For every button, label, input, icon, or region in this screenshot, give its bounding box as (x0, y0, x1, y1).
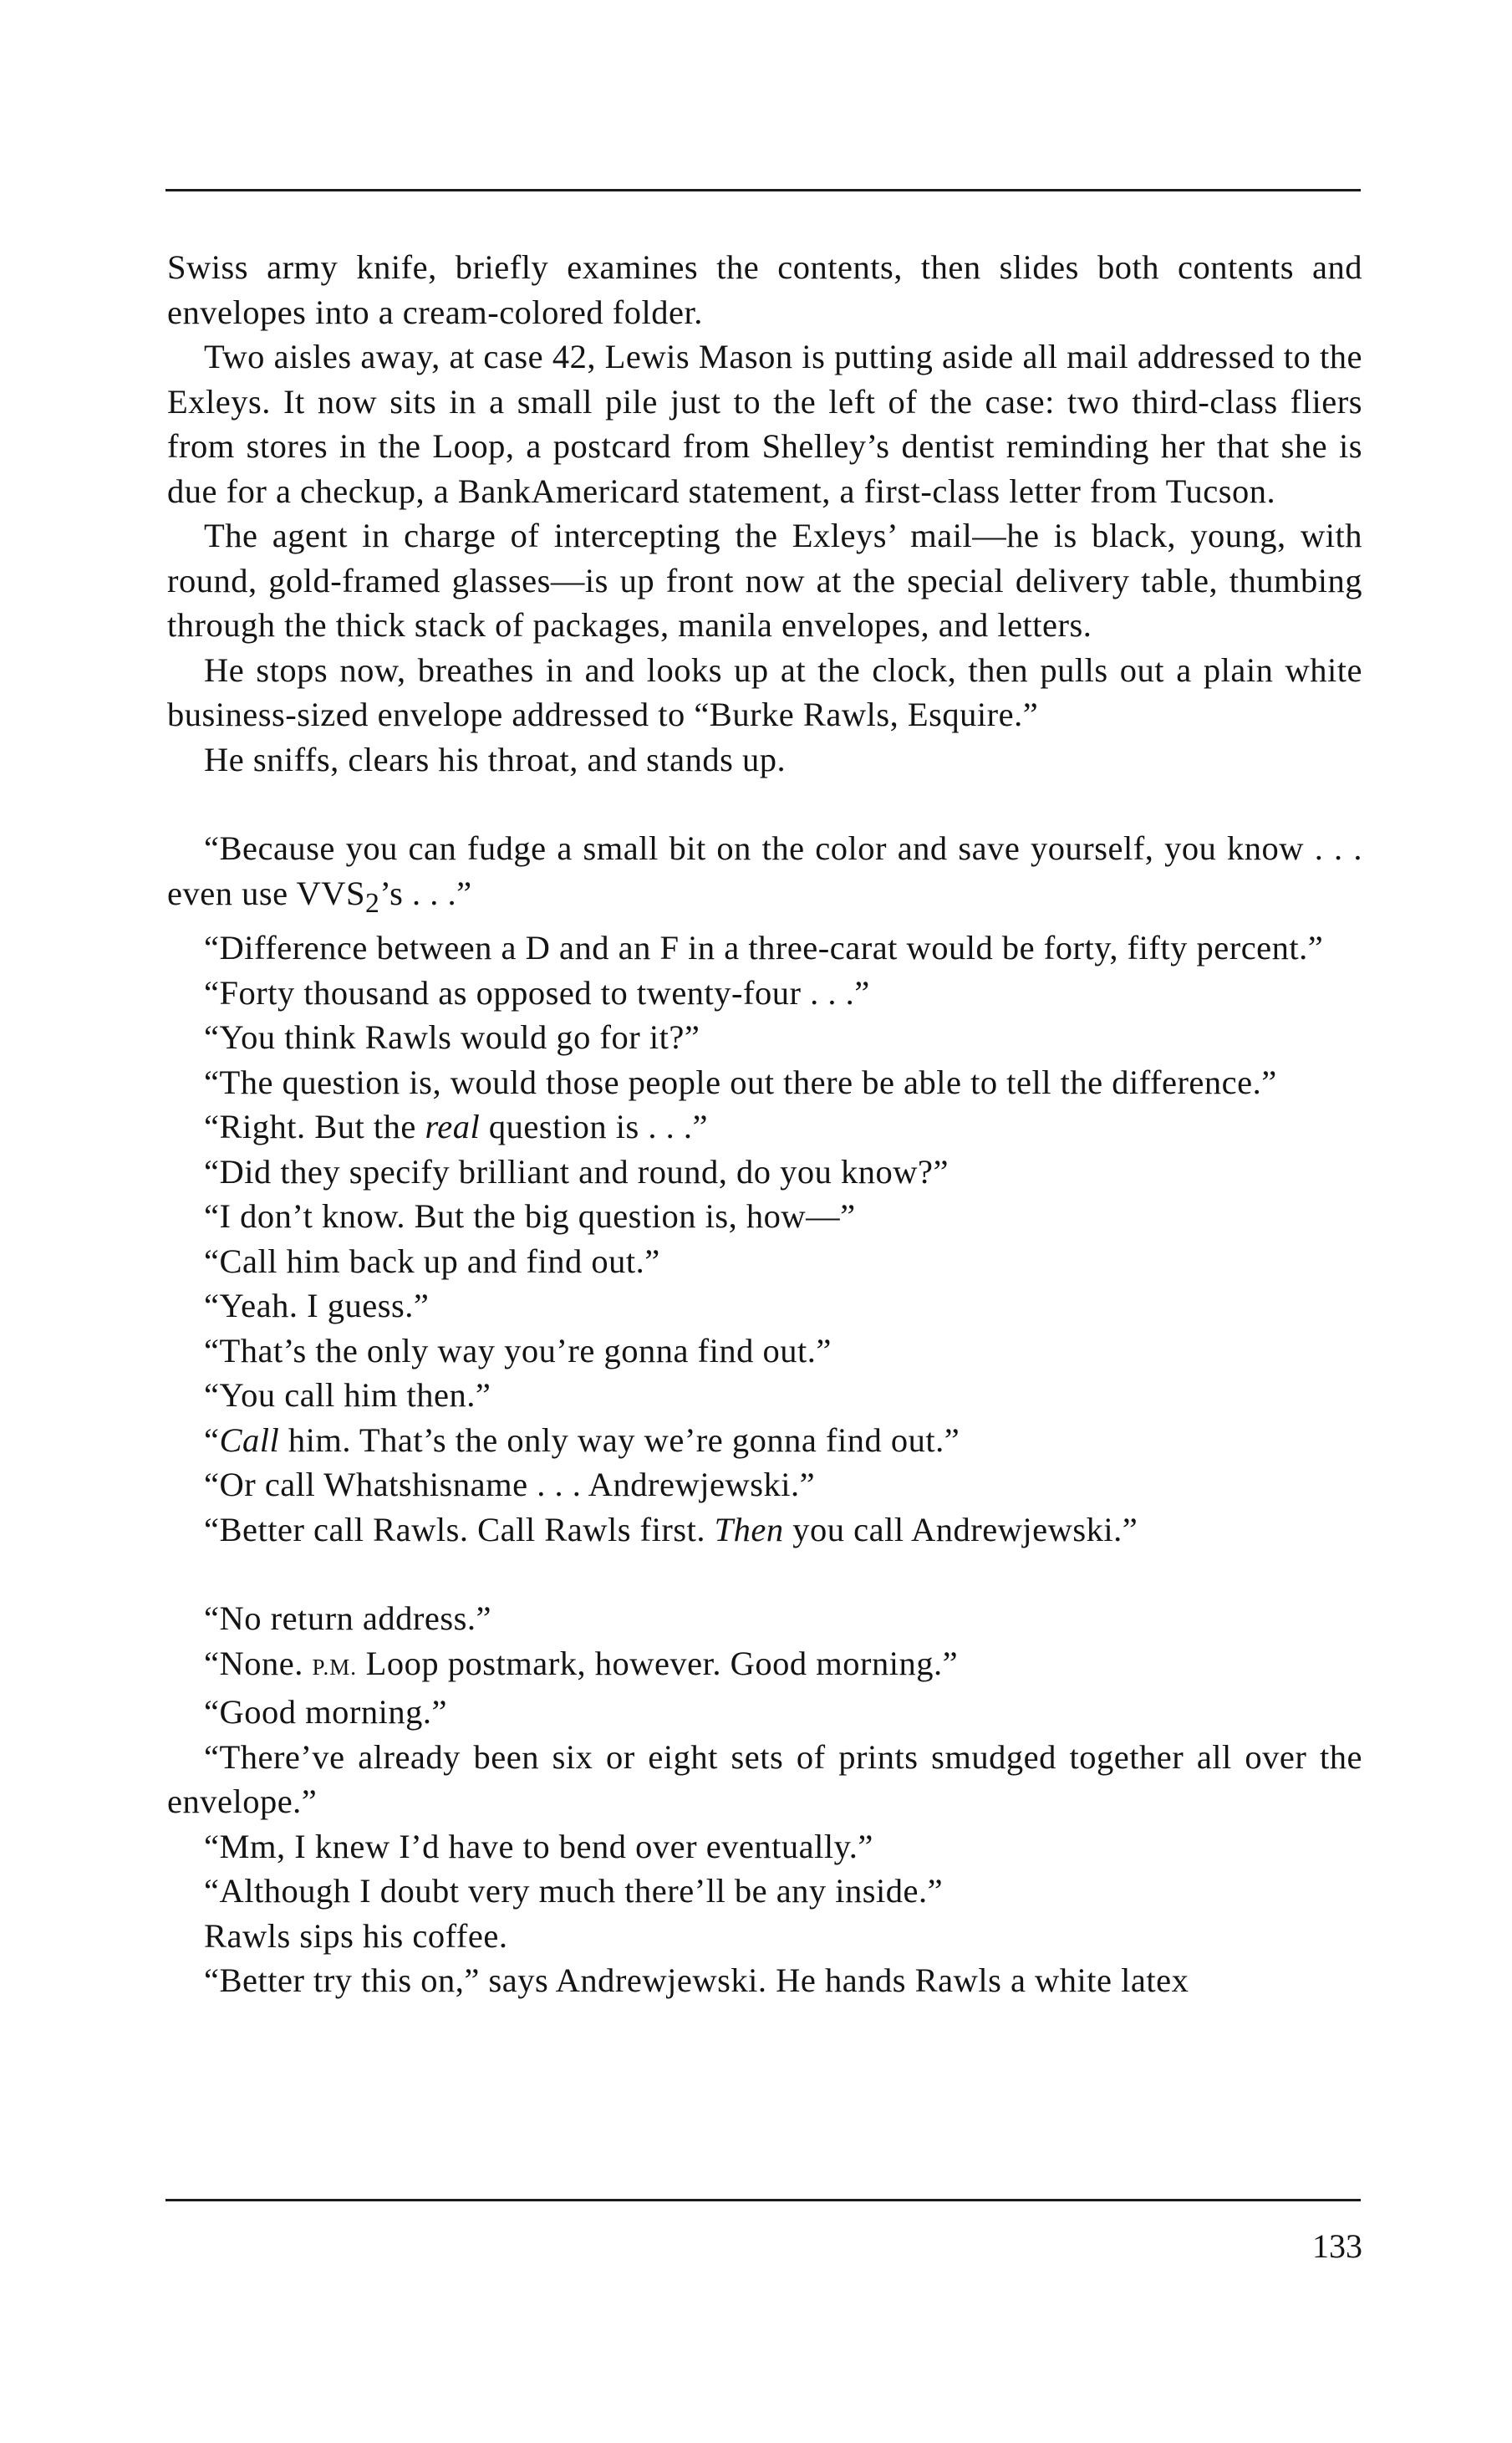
text-run: The agent in charge of intercepting the Exleys’ mail—he is black, young, with round, gold-framed glasses—is up front now at the special delivery table, thumbing through the thick stack of packages, manila envelopes, and letters. (167, 517, 1362, 644)
text-run: “Difference between a D and an F in a three-carat would be forty, fifty percent.” (204, 929, 1324, 967)
text-run: “None. (204, 1644, 313, 1682)
italic-text: real (425, 1108, 481, 1146)
paragraph (167, 1239, 1362, 1284)
text-run: “Because you can fudge a small bit on the color and save yourself, you know . . . even use VVS (167, 829, 1362, 912)
paragraph (167, 1150, 1362, 1195)
paragraph (167, 1507, 1362, 1553)
paragraph (167, 1418, 1362, 1463)
paragraph (167, 1958, 1362, 2003)
text-run: “You think Rawls would go for it?” (204, 1018, 700, 1057)
text-run: Two aisles away, at case 42, Lewis Mason is putting aside all mail addressed to the Exleys. It now sits in a small pile just to the left of the case: two third-class fliers from stores in the Loop, a postcard from Shelley’s dentist reminding her that she is due for a checkup, a BankAmericard statement, a first-class letter from Tucson. (167, 338, 1362, 510)
italic-text: Then (714, 1510, 784, 1548)
small-caps-text: P.M. (312, 1654, 357, 1680)
paragraph (167, 1824, 1362, 1869)
text-run: you call Andrewjewski.” (783, 1510, 1138, 1548)
paragraph (167, 245, 1362, 334)
text-run: “That’s the only way you’re gonna find out.” (204, 1331, 832, 1369)
body-text (167, 245, 1362, 2003)
header-rule (165, 189, 1361, 191)
text-run: ’s . . .” (379, 874, 472, 912)
text-run: Rawls sips his coffee. (204, 1916, 508, 1955)
text-run: “ (204, 1420, 220, 1459)
paragraph (167, 1060, 1362, 1105)
paragraph (167, 1329, 1362, 1374)
text-run: “Yeah. I guess.” (204, 1287, 430, 1325)
paragraph (167, 334, 1362, 513)
text-run: “Better call Rawls. Call Rawls first. (204, 1510, 715, 1548)
text-run: him. That’s the only way we’re gonna find out.” (279, 1420, 960, 1459)
text-run: “Good morning.” (204, 1693, 447, 1732)
text-run: “The question is, would those people out there be able to tell the difference.” (204, 1063, 1277, 1101)
text-run: question is . . .” (480, 1108, 708, 1146)
paragraph (167, 648, 1362, 737)
paragraph (167, 1735, 1362, 1824)
paragraph (167, 737, 1362, 783)
text-run: He stops now, breathes in and looks up at the clock, then pulls out a plain white business-sized envelope addressed to “Burke Rawls, Esquire.” (167, 650, 1362, 733)
paragraph (167, 1194, 1362, 1239)
section-break (167, 782, 1362, 826)
paragraph (167, 1015, 1362, 1060)
text-run: Loop postmark, however. Good morning.” (356, 1644, 959, 1682)
text-run: “Mm, I knew I’d have to bend over eventually.” (204, 1827, 873, 1865)
paragraph (167, 513, 1362, 648)
text-run: “No return address.” (204, 1599, 491, 1638)
paragraph (167, 1690, 1362, 1735)
paragraph (167, 1914, 1362, 1959)
text-run: “I don’t know. But the big question is, how—” (204, 1197, 856, 1236)
paragraph (167, 1869, 1362, 1914)
paragraph (167, 971, 1362, 1016)
paragraph (167, 1283, 1362, 1329)
paragraph (167, 1373, 1362, 1418)
paragraph (167, 926, 1362, 971)
italic-text: Call (219, 1420, 280, 1459)
text-run: “Right. But the (204, 1108, 425, 1146)
text-run: “Better try this on,” says Andrewjewski. He hands Rawls a white latex (204, 1961, 1189, 2000)
text-run: “You call him then.” (204, 1376, 491, 1415)
paragraph (167, 1641, 1362, 1691)
paragraph (167, 826, 1362, 926)
text-run: “There’ve already been six or eight sets of prints smudged together all over the envelope.” (167, 1737, 1362, 1821)
section-break (167, 1552, 1362, 1596)
subscript-text: 2 (364, 887, 380, 919)
page-number: 133 (1312, 2227, 1362, 2265)
text-run: Swiss army knife, briefly examines the contents, then slides both contents and envelopes into a cream-colored folder. (167, 248, 1362, 331)
text-run: “Call him back up and find out.” (204, 1242, 660, 1280)
text-run: “Although I doubt very much there’ll be any inside.” (204, 1872, 944, 1910)
text-run: “Did they specify brilliant and round, do you know?” (204, 1152, 949, 1191)
footer-rule (165, 2199, 1361, 2201)
paragraph (167, 1462, 1362, 1507)
text-run: “Or call Whatshisname . . . Andrewjewski.” (204, 1466, 816, 1504)
paragraph (167, 1104, 1362, 1150)
text-run: He sniffs, clears his throat, and stands up. (204, 740, 787, 778)
paragraph (167, 1596, 1362, 1641)
text-run: “Forty thousand as opposed to twenty-four . . .” (204, 973, 870, 1012)
